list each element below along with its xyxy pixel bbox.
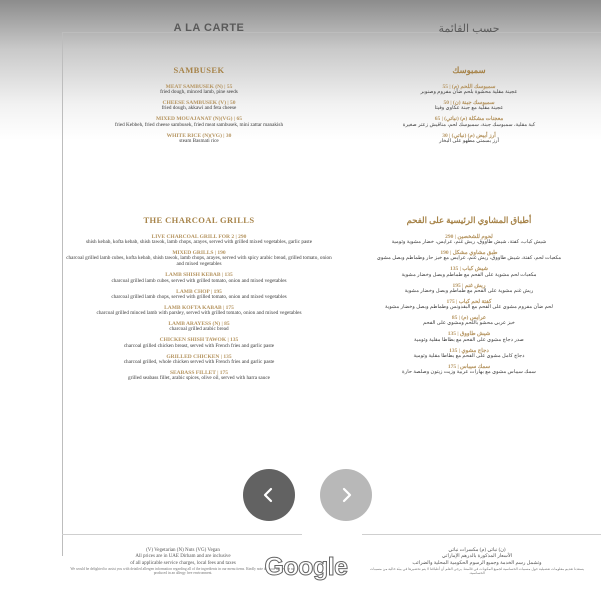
menu-item: [66, 337, 332, 349]
item-name: GRILLED CHICKEN | 135: [166, 353, 232, 360]
footer-line: of all applicable service charges, local fees and taxes: [130, 560, 236, 566]
item-desc: مكعبات لحم مشوية على الفحم مع طماطم وبصل وخضار مشوية: [401, 271, 537, 278]
menu-item: [66, 305, 332, 317]
footer-line: All prices are in UAE Dirham and are inclusive: [135, 554, 231, 560]
item-name: سمبوسك اللحم (م) | 55: [442, 83, 496, 90]
item-name: WHITE RICE (N)(VG) | 30: [166, 132, 232, 139]
item-desc: لحم ضأن مفروم مشوي على الفحم مع البقدونس وطماطم وبصل وخضار مشوية: [385, 304, 553, 311]
menu-item: [338, 266, 600, 278]
header-en: A LA CARTE: [173, 22, 245, 34]
item-name: CHEESE SAMBUSEK (V) | 50: [162, 100, 236, 107]
item-name: LAMB KOFTA KABAB | 175: [164, 304, 234, 311]
footer-divider: [362, 534, 601, 535]
section-title-sambusek: SAMBUSEK: [173, 65, 225, 75]
menu-item: [338, 364, 600, 376]
section-title-grills-ar: أطباق المشاوي الرئيسية على الفحم: [406, 215, 532, 225]
item-name: عرايس (م) | 85: [451, 315, 487, 322]
item-name: معجنات مشكلة (م) (نباتي) | 65: [434, 116, 504, 123]
menu-item: [66, 100, 332, 112]
item-desc: صدر دجاج مشوي على الفحم مع بطاطا مقلية وثومية: [414, 336, 524, 343]
item-name: LAMB ARAYESS (N) | 85: [168, 321, 230, 328]
english-grills-column: [66, 216, 332, 386]
item-name: MIXED GRILLS | 190: [172, 250, 226, 257]
menu-item: [338, 100, 600, 112]
footer-legend: (ن) نباتي (م) مكسرات نباتي: [448, 548, 506, 553]
item-desc: charcoal grilled lamb cubes, served with grilled tomato, onion and mixed vegetables: [111, 277, 287, 284]
item-desc: fried dough, minced lamb, pine seeds: [160, 89, 238, 96]
menu-item: [338, 250, 600, 262]
menu-item: [338, 84, 600, 96]
chevron-right-icon: [337, 486, 355, 504]
item-desc: shish kebab, kofta kebab, shish tawok, lamb chops, arayes, served with grilled mixed vegetables, garlic paste: [85, 239, 313, 246]
menu-item: [66, 272, 332, 284]
header-ar: حسب القائمة: [438, 23, 500, 35]
footer-ar: [362, 548, 592, 576]
item-name: سمك سيباس | 175: [447, 364, 491, 371]
footer-line: الأسعار المذكورة بالدرهم الإماراتي: [441, 554, 513, 560]
previous-image-button[interactable]: [243, 469, 295, 521]
item-name: لحوم للشخصين | 290: [445, 233, 493, 240]
menu-item: [66, 354, 332, 366]
menu-item: [66, 234, 332, 246]
item-desc: charcoal grilled minced lamb with parsley, served with grilled tomato, onion and mixed vegetables: [96, 310, 302, 317]
item-desc: عجينة مقلية محشوة بلحم ضأن مفروم وصنوبر: [420, 89, 518, 96]
footer-fine-print: يسعدنا تقديم معلومات تفصيلية حول مسببات الحساسية لجميع المكونات في قائمتنا. يرجى العلم أن أطباقنا لا يتم تحضيرها في بيئة خالية من مسببات الحساسية.: [370, 566, 584, 576]
menu-item: [338, 348, 600, 360]
item-name: CHICKEN SHISH TAWOK | 135: [159, 337, 239, 344]
footer-line: وتشمل رسم الخدمة وجميع الرسوم الحكومية المحلية والضرائب: [412, 560, 542, 566]
google-watermark: Google: [264, 553, 348, 581]
chevron-left-icon: [260, 486, 278, 504]
section-title-grills: THE CHARCOAL GRILLS: [143, 215, 255, 225]
menu-item: [338, 133, 600, 145]
menu-item: [66, 250, 332, 268]
item-desc: steam Basmati rice: [179, 137, 219, 144]
menu-item: [338, 116, 600, 128]
item-desc: charcoal grilled chicken breast, served with French fries and garlic paste: [123, 342, 275, 349]
menu-item: [338, 283, 600, 295]
menu-item: [338, 234, 600, 246]
item-name: SEABASS FILLET | 175: [169, 369, 229, 376]
footer-divider: [62, 534, 302, 535]
menu-page: [62, 14, 601, 544]
item-desc: charcoal grilled lamb cubes, kofta kebab, shish tawok, lamb chops, arayes, served with spicy arabic bread, grilled tomato, onion and mixed vegetables: [66, 255, 332, 268]
item-desc: مكعبات لحم، كفتة، شيش طاووق، ريش غنم، عرايس مع خبز حار وطماطم وبصل مشوي: [376, 255, 562, 262]
item-name: سمبوسك جبنة (ن) | 50: [443, 100, 495, 107]
item-name: دجاج مشوي | 135: [449, 347, 489, 354]
item-name: طبق مشاوي مشكل | 190: [440, 250, 498, 257]
item-desc: grilled seabass fillet, arabic spices, olive oil, served with harra sauce: [128, 375, 270, 382]
english-column: [66, 66, 332, 149]
menu-item: [66, 84, 332, 96]
item-name: LIVE CHARCOAL GRILL FOR 2 | 290: [151, 233, 247, 240]
item-name: LAMB SHISH KEBAB | 135: [165, 272, 233, 279]
item-desc: charcoal grilled arabic bread: [169, 326, 229, 333]
item-desc: charcoal grilled lamb chops, served with grilled tomato, onion and mixed vegetables: [111, 293, 287, 300]
item-desc: سمك سيباس مشوي مع بهارات عربية وزيت زيتون وصلصة حارة: [402, 369, 536, 376]
menu-item: [66, 370, 332, 382]
item-desc: ريش غنم مشوية على الفحم مع طماطم وبصل وخضار مشوية: [404, 287, 534, 294]
item-desc: عجينة مقلية مع جبنة عكاوي وفيتا: [434, 105, 504, 112]
item-desc: كبة مقلية، سمبوسك جبنة، سمبوسك لحم، مناقيش زعتر صغيرة: [402, 121, 536, 128]
item-name: ريش غنم | 195: [452, 282, 486, 289]
item-desc: دجاج كامل مشوي على الفحم مع بطاطا مقلية وثومية: [413, 353, 525, 360]
menu-item: [338, 299, 600, 311]
footer-legend: (V) Vegetarian (N) Nuts (VG) Vegan: [146, 548, 220, 553]
item-name: MIXED MOUAJANAT (N)(VG) | 65: [156, 116, 242, 123]
item-name: شيش طاووق | 135: [447, 331, 491, 338]
item-desc: أرز بسمتي مطهو على البخار: [439, 137, 499, 144]
item-desc: fried Kebbeh, fried cheese sambusek, fried meat sambusek, mini zattar manakish: [114, 121, 284, 128]
item-name: كفتة لحم كباب | 175: [446, 298, 492, 305]
menu-item: [66, 133, 332, 145]
menu-item: [66, 321, 332, 333]
menu-item: [338, 315, 600, 327]
section-title-sambusek-ar: سمبوسك: [452, 65, 486, 75]
menu-item: [338, 331, 600, 343]
item-name: شيش كباب | 135: [450, 266, 488, 273]
arabic-column: [338, 66, 600, 149]
item-name: MEAT SAMBUSEK (N) | 55: [165, 83, 233, 90]
arabic-grills-column: [338, 216, 600, 380]
menu-item: [66, 116, 332, 128]
item-name: أرز أبيض (م) (نباتي) | 30: [442, 132, 496, 139]
item-desc: fried dough, akkawi and feta cheese: [161, 105, 237, 112]
item-desc: charcoal grilled, whole chicken served with French fries and garlic paste: [123, 359, 275, 366]
item-name: LAMB CHOP | 195: [176, 288, 222, 295]
next-image-button[interactable]: [320, 469, 372, 521]
footer-fine-print: We would be delighted to assist you with detailed allergen information regarding all of the ingredients in our menu items. Kindly note that our dishes are not produced in an allergy free environment.: [70, 566, 296, 576]
menu-item: [66, 289, 332, 301]
item-desc: شيش كباب، كفتة، شيش طاووق، ريش غنم، عرايس، خضار مشوية وثومية: [391, 239, 547, 246]
item-desc: خبز عربي محشو باللحم ومشوي على الفحم: [423, 320, 515, 327]
